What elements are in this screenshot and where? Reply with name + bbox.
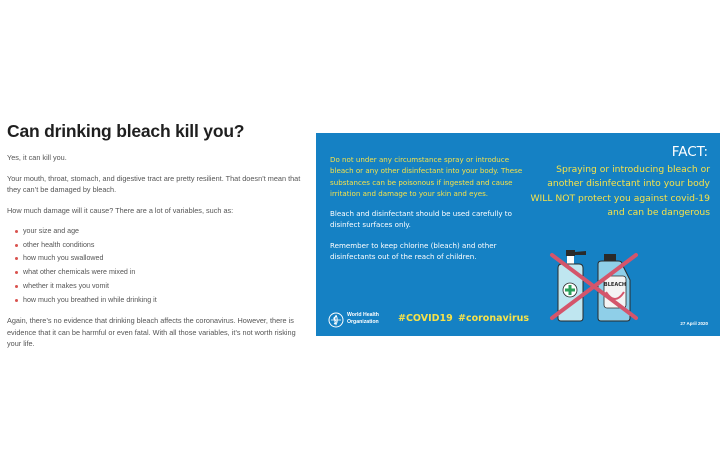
- list-item: what other chemicals were mixed in: [7, 266, 307, 280]
- who-logo: [328, 311, 390, 329]
- list-item: whether it makes you vomit: [7, 280, 307, 294]
- bullet-icon: [15, 244, 18, 247]
- who-infographic: [316, 133, 720, 336]
- article-paragraph: Your mouth, throat, stomach, and digestive tract are pretty resilient. That doesn’t mean that they can’t be damaged by bleach.: [7, 173, 301, 194]
- article-title: Can drinking bleach kill you?: [7, 121, 245, 141]
- article: [7, 120, 307, 359]
- usage-text: Bleach and disinfectant should be used carefully to disinfect surfaces only.: [330, 209, 512, 230]
- article-question: How much damage will it cause? There are a lot of variables, such as:: [7, 205, 234, 215]
- warning-text: Do not under any circumstance spray or introduce bleach or any other disinfectant into your body. These substances can be poisonous if ingested and cause irritation and damage to your skin and eyes.: [330, 155, 523, 198]
- bullet-icon: [15, 271, 18, 274]
- variables-list: [7, 225, 307, 307]
- article-conclusion: Again, there’s no evidence that drinking bleach affects the coronavirus. However, there is evidence that it can be harmful or even fatal. With all those variables, it’s not worth risking your life.: [7, 316, 296, 349]
- infographic-date: 27 April 2020: [680, 321, 708, 326]
- bullet-icon: [15, 285, 18, 288]
- article-intro: Yes, it can kill you.: [7, 153, 67, 162]
- crossed-bottles-icon: [544, 250, 644, 322]
- bleach-bottle-label: BLEACH: [603, 282, 627, 288]
- list-item: how much you breathed in while drinking it: [7, 294, 307, 308]
- infographic-advice: [330, 154, 530, 271]
- list-item: your size and age: [7, 225, 307, 239]
- fact-text: Spraying or introducing bleach or another disinfectant into your body WILL NOT protect you against covid-19 and can be dangerous: [530, 164, 710, 218]
- fact-title: FACT:: [671, 144, 708, 160]
- reminder-text: Remember to keep chlorine (bleach) and other disinfectants out of the reach of children.: [330, 240, 497, 262]
- hashtag-coronavirus: #coronavirus: [458, 313, 530, 324]
- bullet-icon: [15, 230, 18, 233]
- list-item: other health conditions: [7, 239, 307, 253]
- list-item: how much you swallowed: [7, 252, 307, 266]
- bullet-icon: [15, 299, 18, 302]
- who-emblem-icon: [328, 312, 344, 328]
- hashtag-covid19: #COVID19: [398, 313, 453, 324]
- bullet-icon: [15, 257, 18, 260]
- who-org-name: World Health Organization: [347, 312, 379, 325]
